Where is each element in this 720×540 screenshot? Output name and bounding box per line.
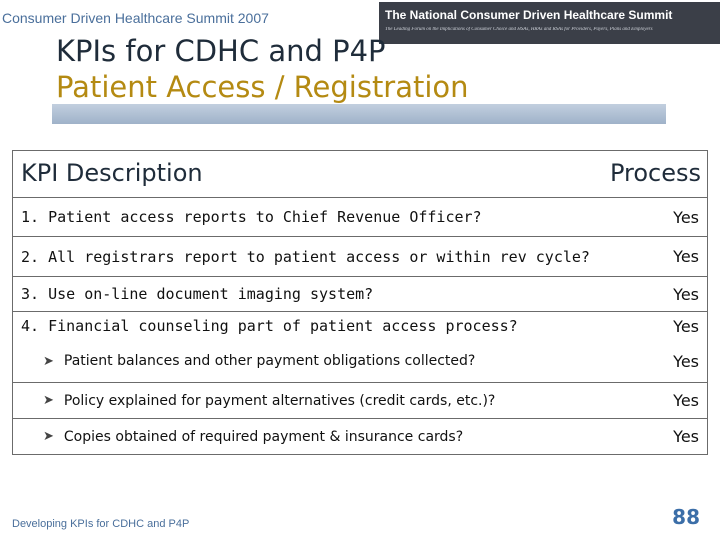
summit-banner: [379, 2, 720, 44]
kpi-sub-text: Policy explained for payment alternatives (credit cards, etc.)?: [63, 392, 496, 409]
kpi-process-value: Yes: [673, 284, 699, 304]
arrow-bullet-icon: ➤: [43, 353, 54, 369]
table-row: [13, 383, 707, 419]
banner-title: The National Consumer Driven Healthcare Summit: [385, 8, 673, 22]
event-name: Consumer Driven Healthcare Summit 2007: [2, 10, 269, 26]
column-header-process: Process: [609, 159, 701, 187]
table-row: [13, 198, 707, 237]
table-row: [13, 277, 707, 312]
kpi-sub-text: Patient balances and other payment obligations collected?: [63, 353, 476, 369]
kpi-process-value: Yes: [673, 351, 699, 371]
page-number: 88: [672, 505, 700, 529]
kpi-process-value: Yes: [673, 391, 699, 410]
title-underline-bar: [52, 104, 666, 124]
kpi-description: 2. All registrars report to patient access or within rev cycle?: [21, 247, 590, 266]
table-row: [13, 340, 707, 383]
kpi-description: 4. Financial counseling part of patient access process?: [21, 317, 518, 335]
banner-subtitle: The Leading Forum on the Implications of Consumer Choice and HSAs, HRAs and RSAs for Providers, Payers, Plans and Employers: [385, 27, 653, 32]
column-header-description: KPI Description: [21, 159, 203, 187]
arrow-bullet-icon: ➤: [43, 429, 54, 444]
kpi-process-value: Yes: [673, 247, 699, 266]
kpi-process-value: Yes: [673, 427, 699, 446]
table-row: [13, 237, 707, 277]
kpi-description: 1. Patient access reports to Chief Revenue Officer?: [21, 208, 482, 226]
table-row: [13, 312, 707, 340]
kpi-sub-description: [43, 340, 475, 382]
slide-title: KPIs for CDHC and P4P: [56, 34, 386, 68]
kpi-table: [12, 150, 708, 455]
footer-text: Developing KPIs for CDHC and P4P: [12, 518, 190, 530]
slide-subtitle: Patient Access / Registration: [56, 70, 469, 104]
kpi-process-value: Yes: [673, 207, 699, 227]
kpi-sub-description: [43, 383, 495, 418]
kpi-sub-description: [43, 419, 463, 454]
kpi-description: 3. Use on-line document imaging system?: [21, 285, 374, 303]
table-header: [13, 151, 707, 198]
kpi-process-value: Yes: [673, 316, 699, 336]
table-row: [13, 419, 707, 454]
kpi-sub-text: Copies obtained of required payment & insurance cards?: [63, 428, 464, 445]
arrow-bullet-icon: ➤: [43, 393, 54, 408]
